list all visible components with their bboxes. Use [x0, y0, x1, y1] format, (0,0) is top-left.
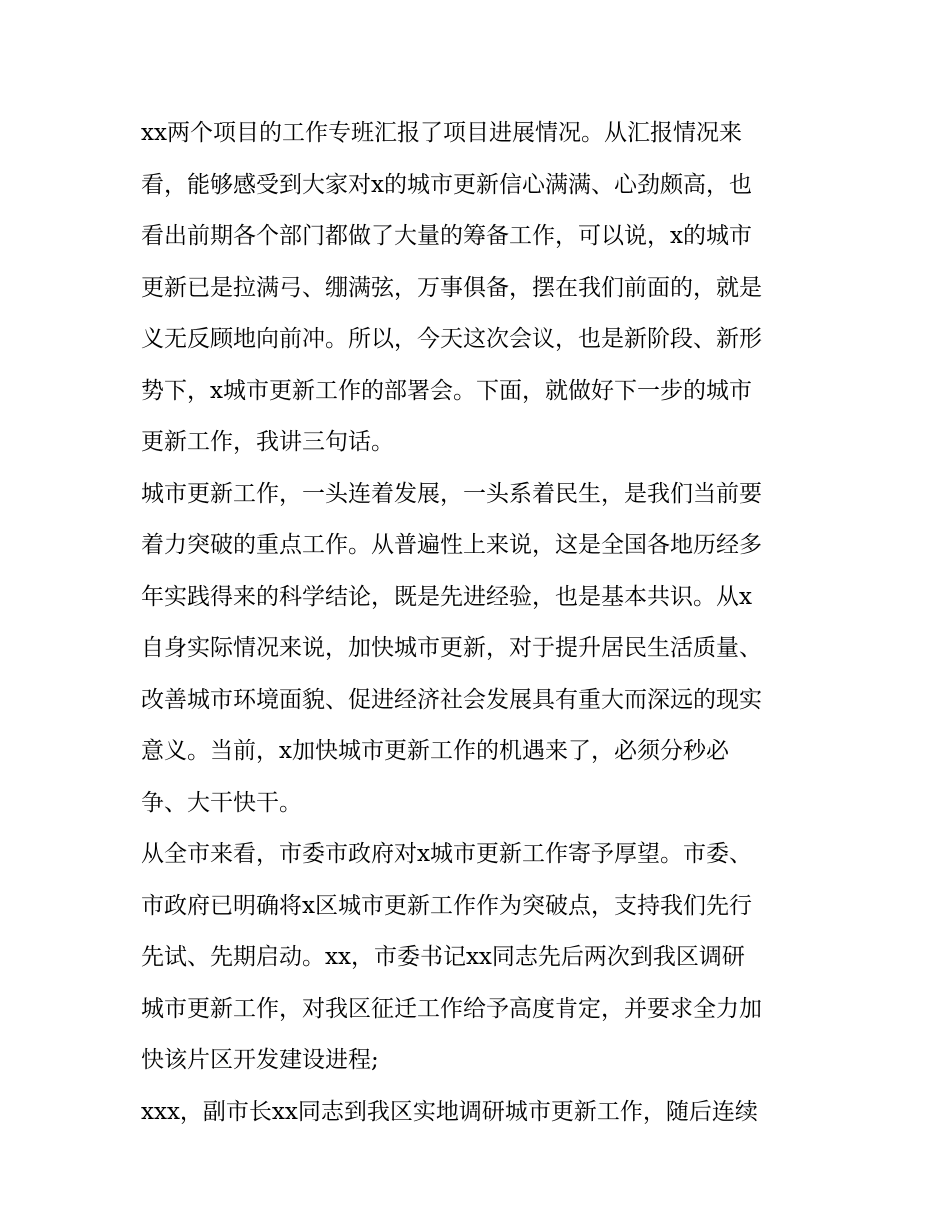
text-line: 年实践得来的科学结论，既是先进经验，也是基本共识。从x	[141, 583, 752, 610]
text-line: xxx，副市长xx同志到我区实地调研城市更新工作，随后连续	[141, 1098, 758, 1125]
text-line: 城市更新工作，对我区征迁工作给予高度肯定，并要求全力加	[141, 995, 762, 1022]
text-line: 改善城市环境面貌、促进经济社会发展具有重大而深远的现实	[141, 686, 762, 713]
text-line: 市政府已明确将x区城市更新工作作为突破点，支持我们先行	[141, 892, 752, 919]
text-line: 城市更新工作，一头连着发展，一头系着民生，是我们当前要	[141, 480, 762, 507]
text-line: 势下，x城市更新工作的部署会。下面，就做好下一步的城市	[141, 377, 752, 404]
text-line: 着力突破的重点工作。从普遍性上来说，这是全国各地历经多	[141, 532, 762, 558]
text-line: 义无反顾地向前冲。所以，今天这次会议，也是新阶段、新形	[141, 326, 762, 352]
document-body	[141, 108, 821, 1138]
text-line: 争、大干快干。	[141, 789, 302, 816]
text-line: xx两个项目的工作专班汇报了项目进展情况。从汇报情况来	[141, 120, 742, 146]
text-line: 意义。当前，x加快城市更新工作的机遇来了，必须分秒必	[141, 738, 729, 764]
text-line: 看出前期各个部门都做了大量的筹备工作，可以说，x的城市	[141, 223, 752, 249]
text-line: 先试、先期启动。xx，市委书记xx同志先后两次到我区调研	[141, 944, 745, 970]
text-line: 从全市来看，市委市政府对x城市更新工作寄予厚望。市委、	[141, 841, 752, 867]
text-line: 自身实际情况来说，加快城市更新，对于提升居民生活质量、	[141, 635, 762, 661]
text-line: 看，能够感受到大家对x的城市更新信心满满、心劲颇高，也	[141, 171, 752, 198]
text-line: 更新已是拉满弓、绷满弦，万事俱备，摆在我们前面的，就是	[141, 274, 762, 301]
text-line: 快该片区开发建设进程;	[141, 1047, 379, 1073]
text-line: 更新工作，我讲三句话。	[141, 429, 394, 455]
